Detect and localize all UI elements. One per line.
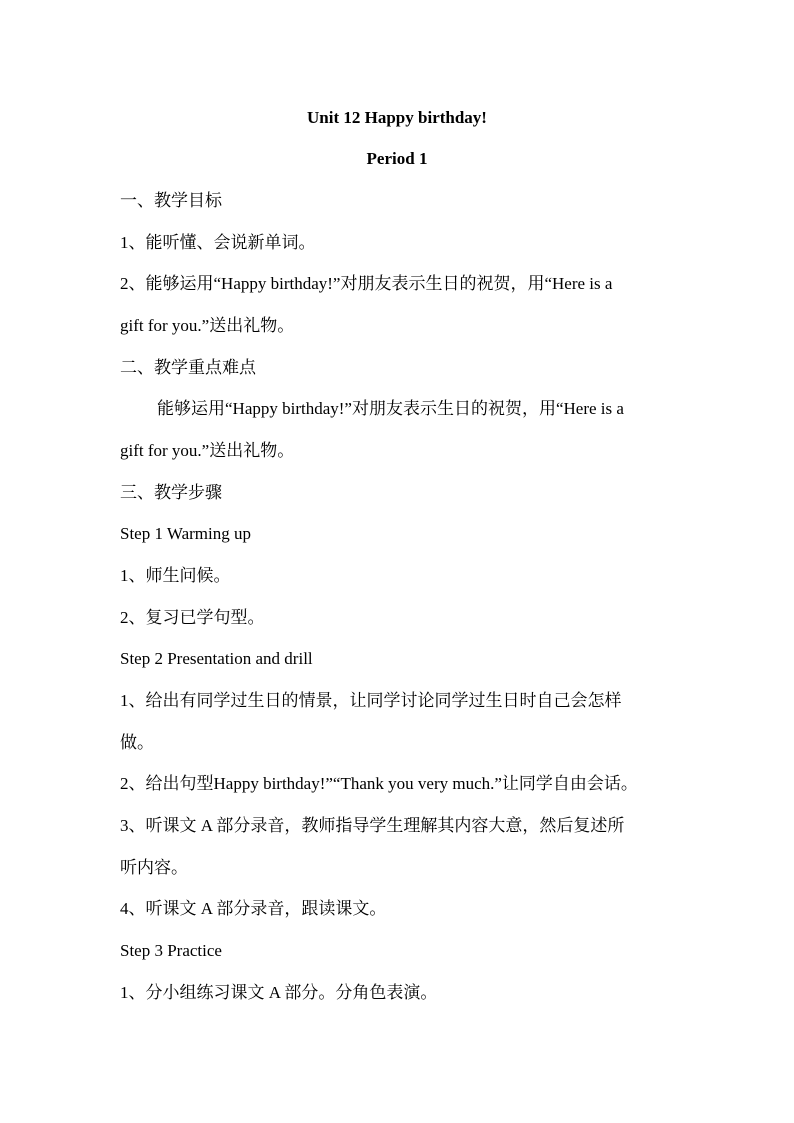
key-points-line-1: 能够运用“Happy birthday!”对朋友表示生日的祝贺，用“Here is a: [157, 399, 624, 418]
step-1-item-1: 1、师生问候。: [120, 566, 231, 585]
document-title: Unit 12 Happy birthday!: [307, 108, 487, 127]
section-heading-key-points: 二、教学重点难点: [120, 358, 256, 377]
step-2-item-4: 4、听课文 A 部分录音，跟读课文。: [120, 899, 387, 918]
step-2-item-3-line-2: 听内容。: [120, 858, 188, 877]
section-heading-objectives: 一、教学目标: [120, 191, 222, 210]
step-2-heading: Step 2 Presentation and drill: [120, 649, 313, 668]
step-2-item-2: 2、给出句型Happy birthday!”“Thank you very much.”让同学自由会话。: [120, 774, 638, 793]
section-heading-steps: 三、教学步骤: [120, 483, 222, 502]
step-2-item-3-line-1: 3、听课文 A 部分录音，教师指导学生理解其内容大意，然后复述所: [120, 816, 625, 835]
period-label: Period 1: [366, 149, 428, 168]
step-3-heading: Step 3 Practice: [120, 941, 222, 960]
objective-item-2-line-2: gift for you.”送出礼物。: [120, 316, 295, 335]
step-2-item-1-line-2: 做。: [120, 733, 154, 752]
objective-item-1: 1、能听懂、会说新单词。: [120, 233, 316, 252]
objective-item-2-line-1: 2、能够运用“Happy birthday!”对朋友表示生日的祝贺，用“Here is a: [120, 274, 613, 293]
step-2-item-1-line-1: 1、给出有同学过生日的情景，让同学讨论同学过生日时自己会怎样: [120, 691, 622, 710]
step-1-heading: Step 1 Warming up: [120, 524, 252, 543]
key-points-line-2: gift for you.”送出礼物。: [120, 441, 295, 460]
step-3-item-1: 1、分小组练习课文 A 部分。分角色表演。: [120, 983, 438, 1002]
step-1-item-2: 2、复习已学句型。: [120, 608, 265, 627]
